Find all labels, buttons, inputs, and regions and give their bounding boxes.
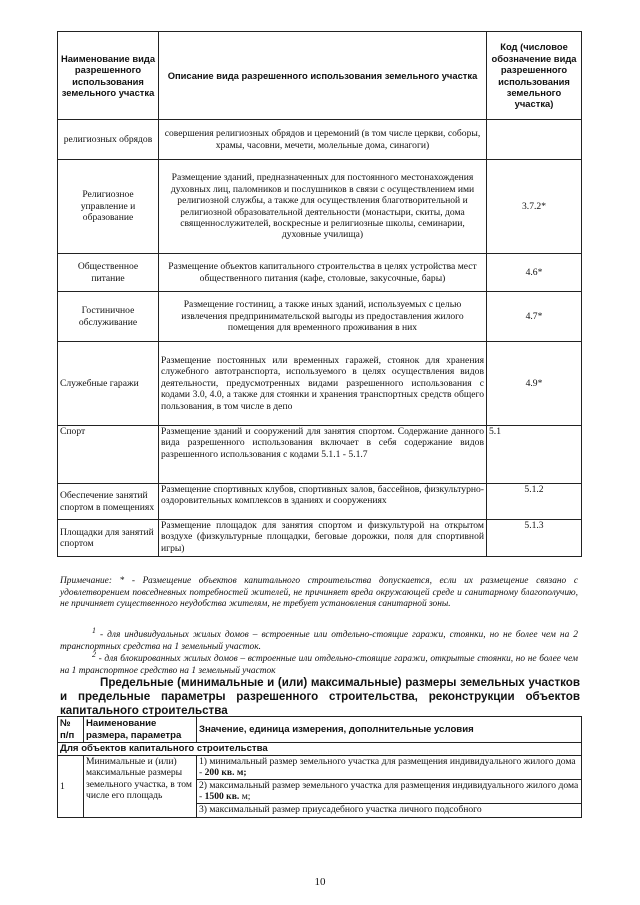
- table-row: [58, 484, 582, 520]
- table-header-row: [58, 717, 582, 743]
- table-row: [58, 520, 582, 557]
- table-row: [58, 120, 582, 160]
- row-code: 4.6*: [487, 254, 582, 292]
- row-code: 5.1.2: [487, 484, 582, 520]
- header-num: № п/п: [58, 717, 84, 743]
- row-code: 3.7.2*: [487, 160, 582, 254]
- row-description: Размещение площадок для занятия спортом и физкультурой на открытом воздухе (физкультурные площадки, беговые дорожки, поля для спортивной игры): [159, 520, 487, 557]
- row-name: Религиозное управление и образование: [58, 160, 159, 254]
- header-code: Код (числовое обозначение вида разрешенного использования земельного участка): [487, 32, 582, 120]
- footnote-1-marker: 1: [92, 626, 96, 635]
- row-code: 5.1: [487, 426, 582, 484]
- value-item-2-text: 2) максимальный размер земельного участка для размещения индивидуального жилого дома -: [199, 779, 579, 803]
- row-description: Размещение постоянных или временных гаражей, стоянок для хранения служебного автотранспорта, используемого в целях осуществления видов деятельности, предусмотренных видами разрешенного использования с кодами 3.0, 4.0, а также для стоянки и хранения транспортных средств общего пользования, в том числе в депо: [159, 342, 487, 426]
- value-item-2: [197, 780, 581, 804]
- header-param-name: Наименование размера, параметра: [84, 717, 197, 743]
- section-row: [58, 743, 582, 756]
- table-row: [58, 292, 582, 342]
- land-use-types-table: [57, 31, 582, 557]
- row-description: Размещение объектов капитального строительства в целях устройства мест общественного питания (кафе, столовые, закусочные, бары): [159, 254, 487, 292]
- row-name: Служебные гаражи: [58, 342, 159, 426]
- table-row: [58, 254, 582, 292]
- row-name: Обеспечение занятий спортом в помещениях: [58, 484, 159, 520]
- table-row: [58, 426, 582, 484]
- table-row: [58, 342, 582, 426]
- table-row: [58, 756, 582, 818]
- row-param-name: Минимальные и (или) максимальные размеры земельного участка, в том числе его площадь: [84, 756, 197, 818]
- row-code: 4.9*: [487, 342, 582, 426]
- row-name: Спорт: [58, 426, 159, 484]
- row-name: Гостиничное обслуживание: [58, 292, 159, 342]
- header-value: Значение, единица измерения, дополнительные условия: [197, 717, 582, 743]
- section-label: Для объектов капитального строительства: [58, 743, 582, 756]
- value-item-3-text: 3) максимальный размер приусадебного участка личного подсобного: [199, 803, 482, 815]
- footnote-1-text: - для индивидуальных жилых домов – встроенные или отдельно-стоящие гаражи, стоянки, но не более чем на 2 транспортных средства на 1 земельный участок.: [60, 630, 578, 652]
- row-description: Размещение зданий и сооружений для занятия спортом. Содержание данного вида разрешенного использования включает в себя содержание видов разрешенного использования с кодами 5.1.1 - 5.1.7: [159, 426, 487, 484]
- page-number: 10: [314, 876, 326, 888]
- row-name: религиозных обрядов: [58, 120, 159, 160]
- value-item-1-bold: 200 кв. м;: [204, 767, 247, 779]
- row-values: [197, 756, 582, 818]
- table-row: [58, 160, 582, 254]
- header-description: Описание вида разрешенного использования земельного участка: [159, 32, 487, 120]
- footnote-2-marker: 2: [92, 650, 96, 659]
- row-code: 5.1.3: [487, 520, 582, 557]
- row-code: 4.7*: [487, 292, 582, 342]
- value-item-3: [197, 804, 581, 815]
- value-item-1-text: 1) минимальный размер земельного участка для размещения индивидуального жилого дома -: [199, 756, 576, 779]
- heading-line-1: Предельные (минимальные и (или) максимальные) размеры земельных участков и предельные параметры разрешенного строительства, реконструкции объектов: [60, 676, 580, 703]
- row-name: Общественное питание: [58, 254, 159, 292]
- section-heading: [60, 676, 580, 717]
- footnote-2: [60, 649, 578, 677]
- row-description: Размещение гостиниц, а также иных зданий, используемых с целью извлечения предпринимательской выгоды из предоставления жилого помещения для временного проживания в них: [159, 292, 487, 342]
- row-description: совершения религиозных обрядов и церемоний (в том числе церкви, соборы, храмы, часовни, мечети, молельные дома, синагоги): [159, 120, 487, 160]
- value-item-2-bold: 1500 кв.: [204, 791, 240, 803]
- row-name: Площадки для занятий спортом: [58, 520, 159, 557]
- footnote-2-text: - для блокированных жилых домов – встроенные или отдельно-стоящие гаражи, открытые стоянки, но не более чем на 1 транспортное средство на 1 земельный участок: [60, 654, 578, 676]
- row-num: 1: [58, 756, 84, 818]
- row-description: Размещение зданий, предназначенных для постоянного местонахождения духовных лиц, паломников и послушников в связи с осуществлением ими религиозной службы, а также для осуществления благотворительной и религиозной образовательной деятельности (монастыри, скиты, дома священнослужителей, воскресные и религиозные школы, семинарии, духовные училища): [159, 160, 487, 254]
- row-description: Размещение спортивных клубов, спортивных залов, бассейнов, физкультурно-оздоровительных комплексов в зданиях и сооружениях: [159, 484, 487, 520]
- heading-line-2: капитального строительства: [60, 703, 228, 717]
- header-name: Наименование вида разрешенного использования земельного участка: [58, 32, 159, 120]
- parameters-table: [57, 716, 582, 818]
- value-item-2-tail: м;: [239, 791, 251, 803]
- row-code: [487, 120, 582, 160]
- table-header-row: [58, 32, 582, 120]
- value-item-1: [197, 756, 581, 780]
- footnote-note: Примечание: * - Размещение объектов капитального строительства допускается, если их размещение связано с удовлетворением повседневных потребностей жителей, не причиняет вреда окружающей среде и санитарному благополучию, не причиняет существенного неудобства жителям, не требует установления санитарной зоны.: [60, 576, 578, 610]
